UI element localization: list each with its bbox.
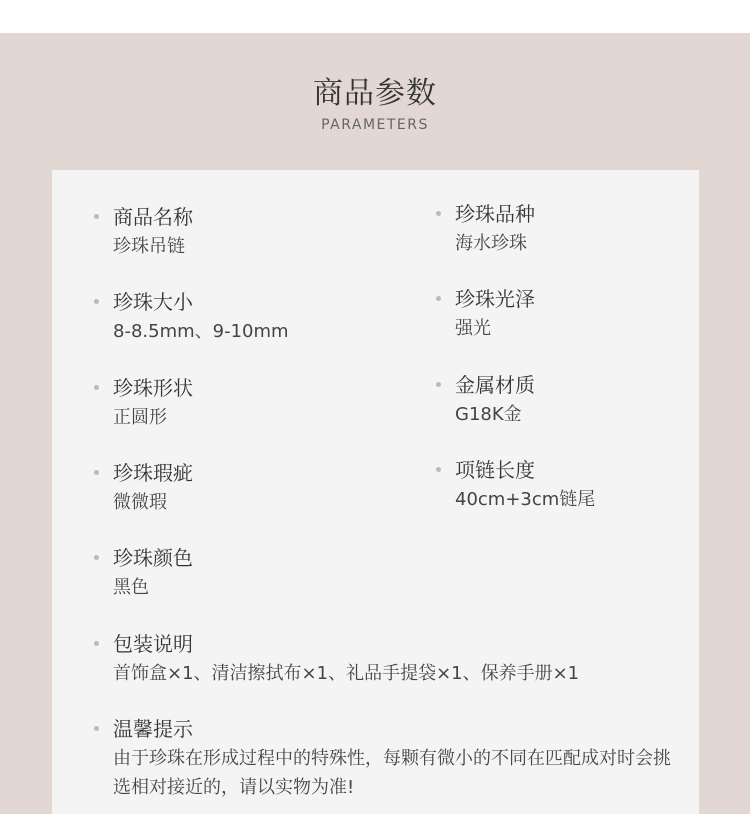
param-label: 包装说明 (113, 632, 193, 656)
param-value: 海水珍珠 (455, 233, 527, 254)
param-label: 珍珠瑕疵 (113, 461, 193, 485)
param-pearl-variety (455, 201, 535, 258)
param-necklace-length (455, 457, 595, 514)
top-strip (0, 0, 750, 33)
bullet-dot (94, 299, 99, 304)
bullet-dot (436, 211, 441, 216)
section-subtitle: PARAMETERS (321, 117, 429, 133)
bullet-dot (436, 296, 441, 301)
bullet-dot (436, 467, 441, 472)
param-pearl-flaws (113, 460, 193, 517)
param-pearl-color (113, 545, 193, 602)
bullet-dot (94, 470, 99, 475)
param-metal-material (455, 372, 535, 429)
param-packaging (113, 631, 579, 688)
param-pearl-luster (455, 286, 535, 343)
bullet-dot (436, 382, 441, 387)
param-label: 珍珠品种 (455, 202, 535, 226)
param-value: 强光 (455, 318, 491, 339)
bullet-dot (94, 555, 99, 560)
param-value: 8-8.5mm、9-10mm (113, 321, 289, 342)
param-value: 微微瑕 (113, 492, 167, 513)
param-tips (113, 716, 673, 802)
bullet-dot (94, 641, 99, 646)
param-label: 珍珠颜色 (113, 546, 193, 570)
param-label: 温馨提示 (113, 717, 193, 741)
param-label: 金属材质 (455, 373, 535, 397)
param-value: 40cm+3cm链尾 (455, 489, 596, 510)
parameters-card (52, 170, 699, 814)
bullet-dot (94, 214, 99, 219)
param-pearl-size (113, 289, 289, 346)
param-product-name (113, 204, 193, 261)
param-value: 由于珍珠在形成过程中的特殊性，每颗有微小的不同在匹配成对时会挑选相对接近的，请以实物为准! (113, 748, 671, 798)
param-label: 商品名称 (113, 205, 193, 229)
bullet-dot (94, 726, 99, 731)
param-value: 首饰盒×1、清洁擦拭布×1、礼品手提袋×1、保养手册×1 (113, 663, 580, 684)
param-value: 黑色 (113, 577, 149, 598)
param-label: 珍珠光泽 (455, 287, 535, 311)
param-label: 项链长度 (455, 458, 535, 482)
param-value: 珍珠吊链 (113, 236, 185, 257)
bullet-dot (94, 385, 99, 390)
section-title: 商品参数 (313, 76, 437, 111)
param-value: 正圆形 (113, 407, 167, 428)
param-label: 珍珠大小 (113, 290, 193, 314)
param-label: 珍珠形状 (113, 376, 193, 400)
param-value: G18K金 (455, 404, 522, 425)
param-pearl-shape (113, 375, 193, 432)
